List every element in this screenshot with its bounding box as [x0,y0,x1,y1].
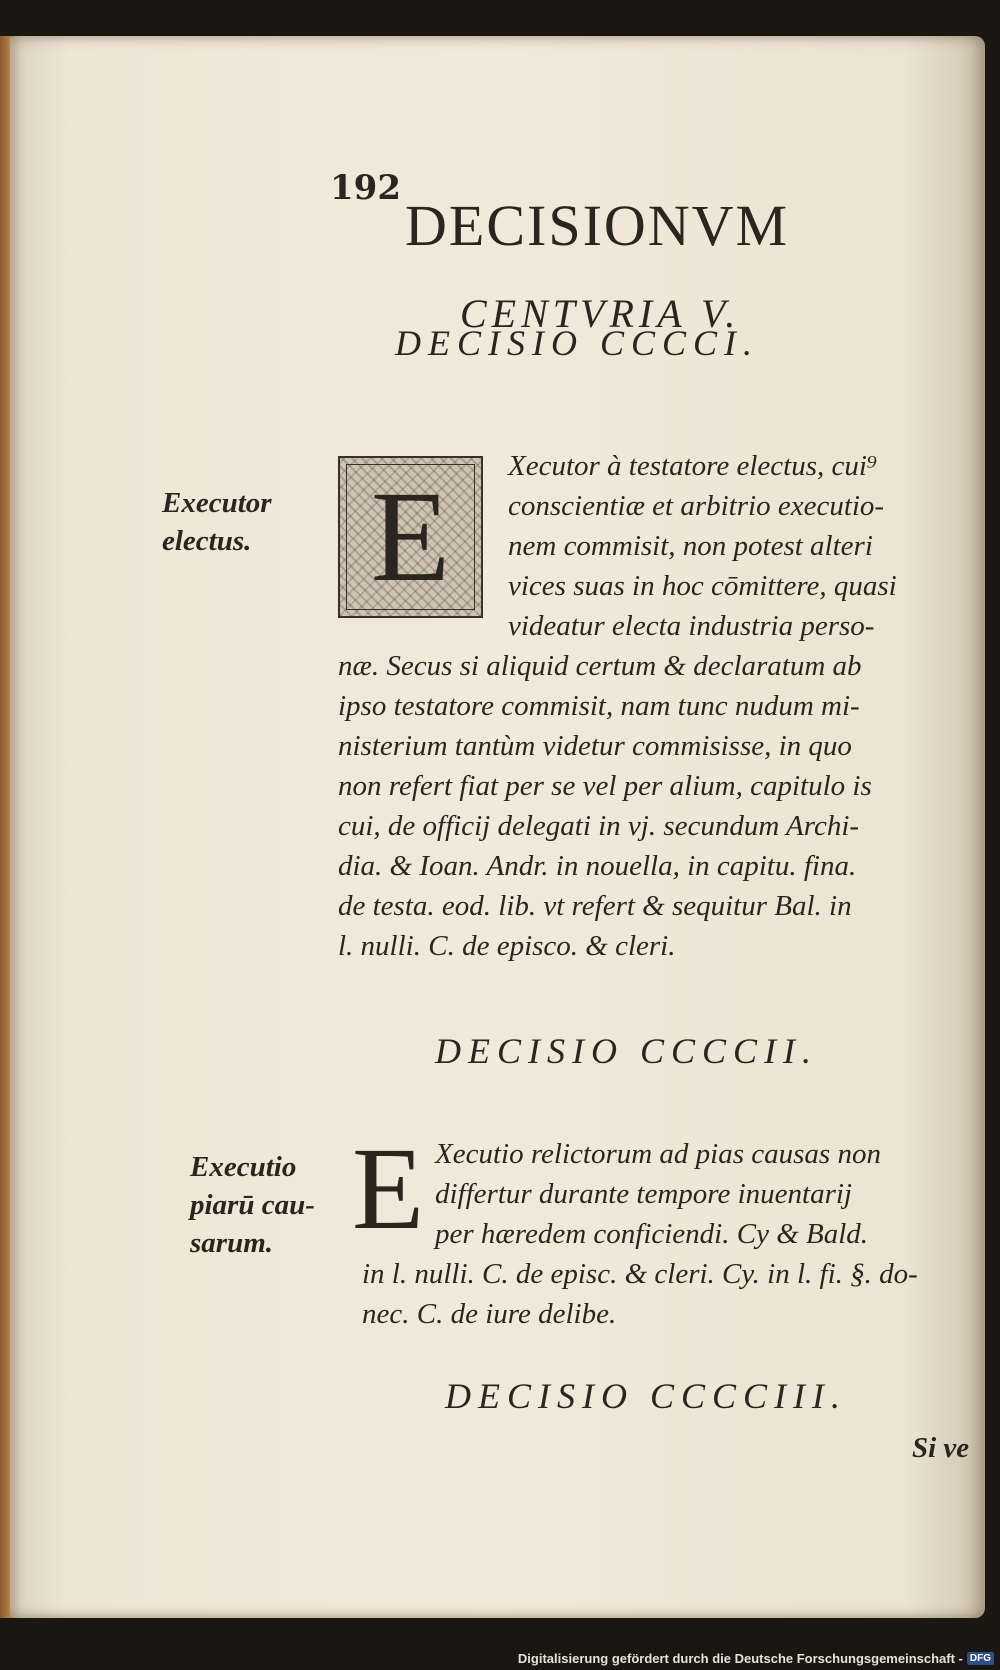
text-line: dia. & Ioan. Andr. in nouella, in capitu. fina. [338,850,857,882]
text-line: nisterium tantùm videtur commisisse, in quo [338,730,852,762]
text-line: cui, de officij delegati in vj. secundum Archi- [338,810,860,842]
text-line: per hæredem conficiendi. Cy & Bald. [435,1218,869,1250]
footer-text: Digitalisierung gefördert durch die Deutsche Forschungsgemeinschaft - [517,1651,963,1666]
decision-heading: DECISIO CCCCII. [435,1031,818,1071]
margin-note-line: Executor [162,487,272,519]
dfg-logo-icon: DFG [967,1652,994,1665]
text-line: in l. nulli. C. de episc. & cleri. Cy. in l. fi. §. do- [362,1258,918,1290]
text-line: Xecutor à testatore electus, cui⁹ [508,450,877,482]
decision-text [338,646,872,966]
margin-note-line: Executio [190,1151,297,1183]
text-line: non refert fiat per se vel per alium, capitulo is [338,770,872,802]
margin-note-line: piarū cau- [190,1189,315,1221]
text-line: nec. C. de iure delibe. [362,1298,617,1330]
text-line: Xecutio relictorum ad pias causas non [435,1138,881,1170]
text-line: differtur durante tempore inuentarij [435,1178,852,1210]
text-line: ipso testatore commisit, nam tunc nudum mi- [338,690,860,722]
text-line: videatur electa industria perso- [508,610,875,642]
decorated-initial [338,456,483,618]
catchword: Si ve [912,1432,970,1464]
margin-note [190,1148,315,1262]
decision-text-indented [508,446,897,646]
text-line: næ. Secus si aliquid certum & declaratum ab [338,650,862,682]
decision-heading: DECISIO CCCCI. [395,323,760,363]
page-number: 192 [330,168,401,208]
running-title: DECISIONVM [405,193,790,258]
decision-heading: DECISIO CCCCIII. [445,1376,847,1416]
margin-note-line: electus. [162,525,252,557]
text-line: l. nulli. C. de episco. & cleri. [338,930,676,962]
decision-text [362,1254,918,1334]
text-line: conscientiæ et arbitrio executio- [508,490,885,522]
subtitle: CENTVRIA V. [460,291,741,336]
initial-letter: E [370,465,451,609]
margin-note [162,484,272,560]
text-line: de testa. eod. lib. vt refert & sequitur Bal. in [338,890,852,922]
footer [518,1651,994,1666]
text-line: nem commisit, non potest alteri [508,530,873,562]
decision-text-indented [435,1134,881,1254]
text-line: vices suas in hoc cōmittere, quasi [508,570,897,602]
margin-note-line: sarum. [190,1227,274,1259]
initial-letter: E [352,1123,425,1254]
